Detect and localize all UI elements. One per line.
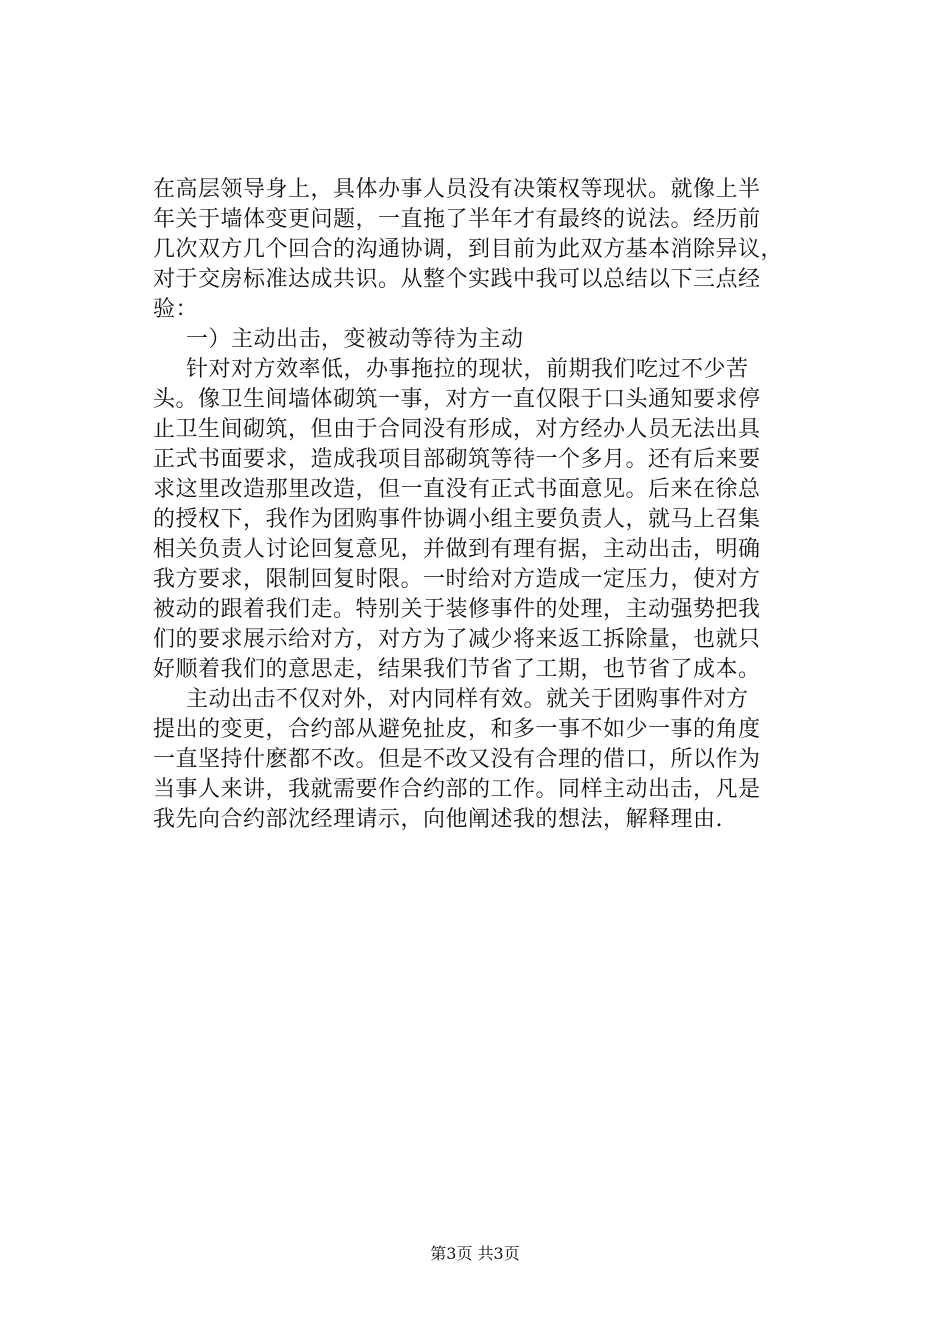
text-line: 在高层领导身上，具体办事人员没有决策权等现状。就像上半	[153, 177, 761, 202]
text-line: 求这里改造那里改造，但一直没有正式书面意见。后来在徐总	[153, 477, 761, 502]
text-line: 当事人来讲，我就需要作合约部的工作。同样主动出击，凡是	[153, 777, 761, 802]
text-line: 年关于墙体变更问题，一直拖了半年才有最终的说法。经历前	[153, 207, 761, 232]
text-line: 提出的变更，合约部从避免扯皮，和多一事不如少一事的角度	[153, 717, 761, 742]
section-heading: 一）主动出击，变被动等待为主动	[186, 327, 524, 352]
page-number-label: 第3页 共3页	[430, 1244, 520, 1263]
text-line: 止卫生间砌筑，但由于合同没有形成，对方经办人员无法出具	[153, 417, 761, 442]
text-line: 我方要求，限制回复时限。一时给对方造成一定压力，使对方	[153, 567, 761, 592]
text-line: 的授权下，我作为团购事件协调小组主要负责人，就马上召集	[153, 507, 761, 532]
text-line: 们的要求展示给对方，对方为了减少将来返工拆除量，也就只	[153, 627, 761, 652]
text-line: 几次双方几个回合的沟通协调，到目前为此双方基本消除异议，	[153, 237, 784, 262]
text-line: 对于交房标准达成共识。从整个实践中我可以总结以下三点经	[153, 267, 761, 292]
paragraph-start: 针对对方效率低，办事拖拉的现状，前期我们吃过不少苦	[186, 357, 749, 382]
body-text	[153, 175, 813, 835]
text-line: 正式书面要求，造成我项目部砌筑等待一个多月。还有后来要	[153, 447, 761, 472]
text-line: 验：	[153, 297, 199, 322]
page-footer	[0, 1244, 950, 1264]
text-line: 我先向合约部沈经理请示，向他阐述我的想法，解释理由.	[153, 807, 723, 832]
text-line: 被动的跟着我们走。特别关于装修事件的处理，主动强势把我	[153, 597, 761, 622]
text-line: 好顺着我们的意思走，结果我们节省了工期，也节省了成本。	[153, 657, 761, 682]
paragraph-start: 主动出击不仅对外，对内同样有效。就关于团购事件对方	[186, 687, 749, 712]
text-line: 相关负责人讨论回复意见，并做到有理有据，主动出击，明确	[153, 537, 761, 562]
text-line: 一直坚持什麽都不改。但是不改又没有合理的借口，所以作为	[153, 747, 761, 772]
text-line: 头。像卫生间墙体砌筑一事，对方一直仅限于口头通知要求停	[153, 387, 761, 412]
